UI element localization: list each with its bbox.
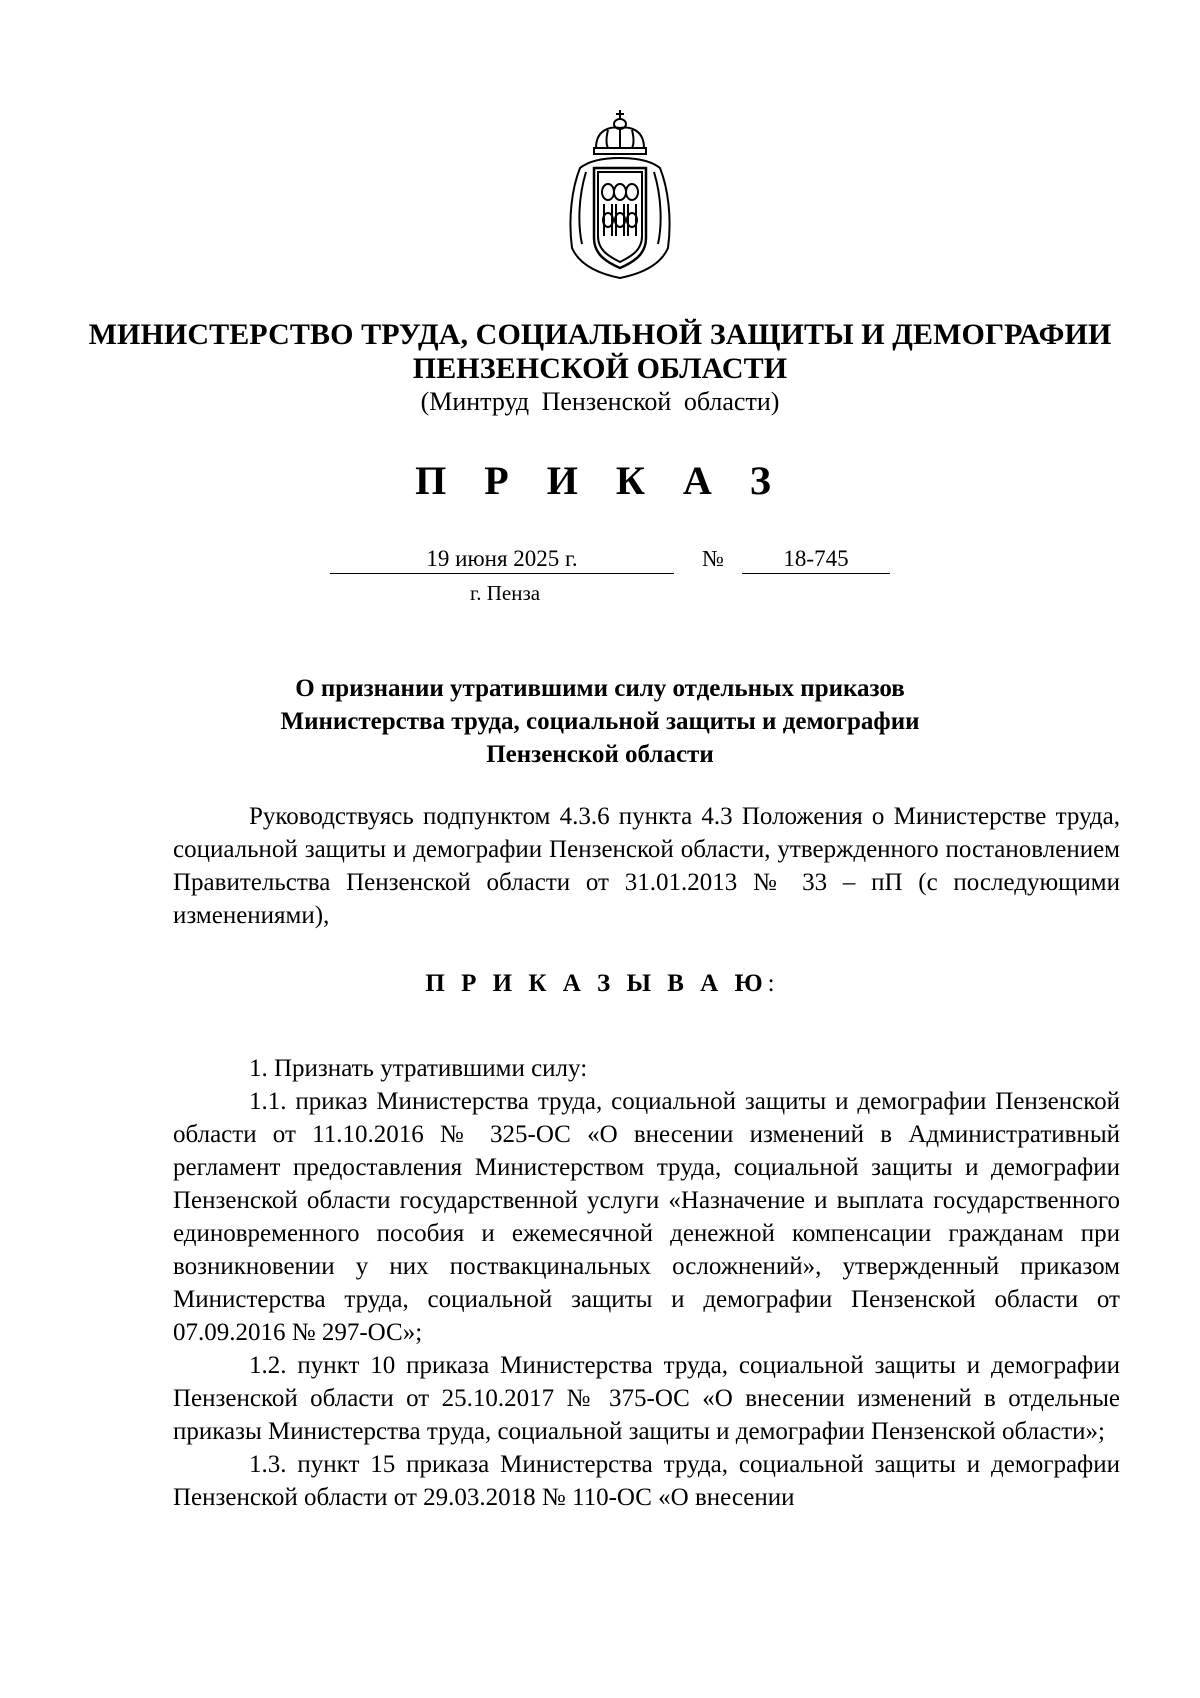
order-date: 19 июня 2025 г. [330,545,674,574]
order-directive [0,970,1200,998]
document-type-title: П Р И К А З [415,458,785,503]
subject-line3: Пензенской области [486,741,714,768]
subject-line1: О признании утратившими силу отдельных приказов [295,675,905,702]
order-item: 1.3. пункт 15 приказа Министерства труда, социальной защиты и демографии Пензенской области от 29.03.2018 № 110-ОС «О внесении [173,1451,1120,1511]
ministry-short-name: (Минтруд Пензенской области) [420,387,780,416]
order-directive-word: П Р И К А З Ы В А Ю [425,970,768,997]
order-item: 1. Признать утратившими силу: [249,1055,588,1082]
order-subject [0,672,1200,771]
order-city: г. Пенза [470,581,541,605]
ministry-name-line1: МИНИСТЕРСТВО ТРУДА, СОЦИАЛЬНОЙ ЗАЩИТЫ И ДЕМОГРАФИИ [88,318,1112,351]
order-item: 1.1. приказ Министерства труда, социальной защиты и демографии Пензенской области от 11.10.2016 № 325-ОС «О внесении изменений в Административный регламент предоставления Министерством труда, социальной защиты и демографии Пензенской области государственной услуги «Назначение и выплата государственного единовременного пособия и ежемесячной денежной компенсации гражданам при возникновении у них поствакцинальных осложнений», утвержденный приказом Министерства труда, социальной защиты и демографии Пензенской области от 07.09.2016 № 297-ОС»; [173,1088,1120,1346]
order-item: 1.2. пункт 10 приказа Министерства труда, социальной защиты и демографии Пензенской области от 25.10.2017 № 375-ОС «О внесении изменений в отдельные приказы Министерства труда, социальной защиты и демографии Пензенской области»; [173,1352,1120,1445]
order-number: 18-745 [742,545,890,574]
ministry-name-line2: ПЕНЗЕНСКОЙ ОБЛАСТИ [412,352,788,385]
preamble-paragraph: Руководствуясь подпунктом 4.3.6 пункта 4.3 Положения о Министерстве труда, социальной защиты и демографии Пензенской области, утвержденного постановлением Правительства Пензенской области от 31.01.2013 № 33 – пП (с последующими изменениями), [173,803,1120,929]
coat-of-arms-emblem [560,108,680,284]
preamble-block [173,800,1120,932]
subject-line2: Министерства труда, социальной защиты и демографии [280,708,920,735]
order-items [173,1052,1120,1514]
ministry-name [0,318,1200,386]
order-directive-colon: : [767,970,775,997]
number-sign: № [702,546,724,571]
